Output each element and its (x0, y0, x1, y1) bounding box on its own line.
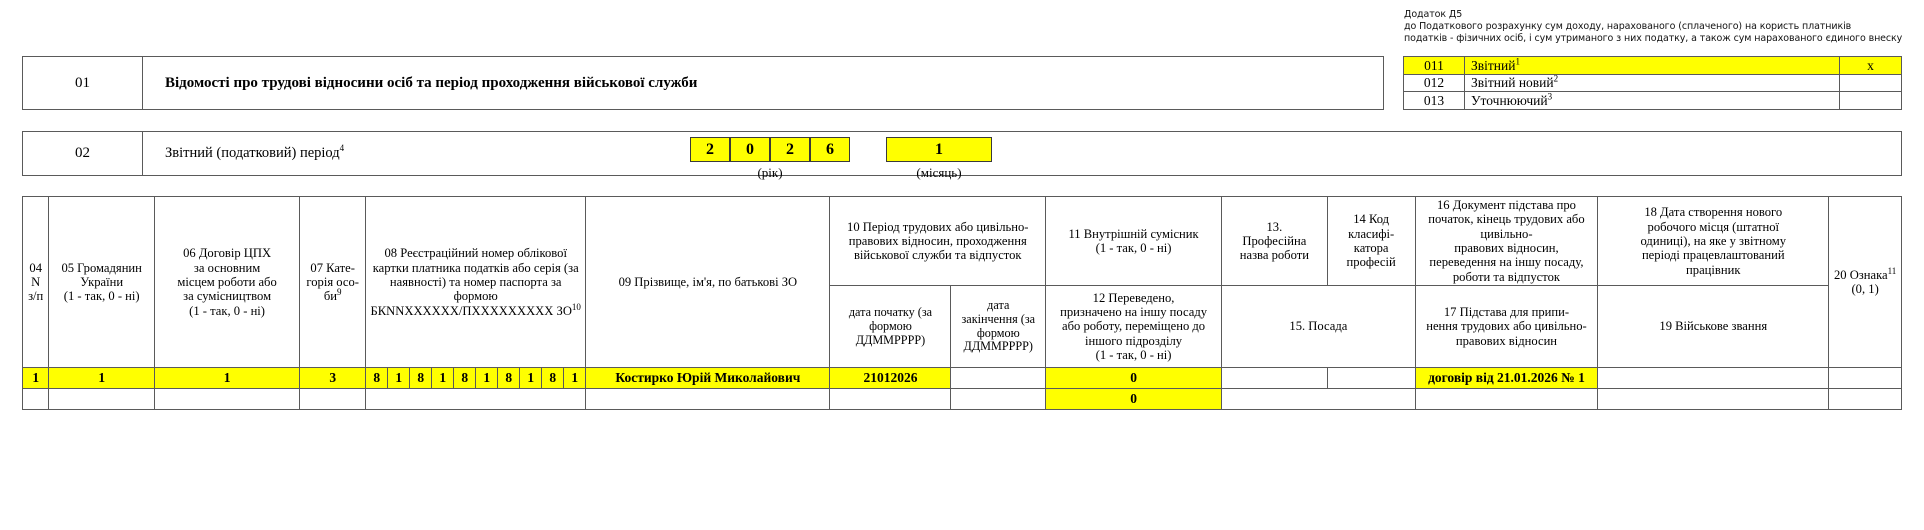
header-col-07 (300, 197, 366, 368)
cell-citizen-flag-2[interactable] (49, 389, 155, 410)
table-row (23, 57, 1384, 110)
cell-tax-id-digit-6[interactable]: 1 (476, 368, 498, 389)
year-digit-2[interactable]: 0 (730, 137, 770, 162)
header-col-05-line1: 05 Громадянин (61, 260, 142, 275)
cell-contract-flag-2[interactable] (154, 389, 299, 410)
header-col-16-line2: початок, кінець трудових або (1428, 212, 1585, 227)
header-col-11-line2: (1 - так, 0 - ні) (1095, 241, 1172, 256)
header-note-line-2: до Податкового розрахунку сум доходу, нарахованого (сплаченого) на користь платників (1404, 21, 1852, 33)
header-col-12 (1046, 286, 1222, 368)
header-col-14-line1: 14 Код (1353, 212, 1390, 227)
section-01-title-block (22, 56, 1384, 110)
report-type-row-012[interactable] (1404, 74, 1902, 92)
header-col-18-line4: періоді працевлаштований (1641, 248, 1785, 263)
header-col-20 (1829, 197, 1902, 368)
header-col-10-start-line2: формою (869, 318, 912, 333)
header-col-18-line2: робочого місця (штатної (1647, 219, 1780, 234)
section-02-label (143, 132, 1902, 176)
header-col-11 (1046, 197, 1222, 286)
header-col-13-line2: Професійна (1242, 233, 1307, 248)
header-col-13-line1: 13. (1266, 219, 1283, 234)
report-type-footnote-012: 2 (1553, 73, 1559, 84)
cell-document-basis[interactable]: договір від 21.01.2026 № 1 (1415, 368, 1598, 389)
header-col-18-line5: працівник (1686, 262, 1741, 277)
header-col-04-line2: з/п (28, 289, 44, 304)
header-col-11-line1: 11 Внутрішній сумісник (1068, 226, 1199, 241)
header-col-07-line3 (302, 289, 363, 303)
report-type-code-013: 013 (1404, 92, 1465, 110)
header-col-17 (1415, 286, 1598, 368)
report-type-code-011: 011 (1404, 57, 1465, 75)
header-col-14-line2: класифі- (1348, 226, 1395, 241)
cell-position[interactable] (1222, 389, 1416, 410)
cell-internal-combiner[interactable]: 0 (1046, 368, 1222, 389)
cell-citizen-flag[interactable]: 1 (49, 368, 155, 389)
header-col-06-line2: за основним (193, 260, 261, 275)
header-col-10-end-line2: закінчення (за (961, 311, 1036, 326)
cell-termination-basis[interactable] (1415, 389, 1598, 410)
cell-row-number-2[interactable] (23, 389, 49, 410)
header-col-19: 19 Військове звання (1598, 286, 1829, 368)
header-col-08 (366, 197, 586, 368)
section-01-code: 01 (23, 57, 143, 110)
year-caption: (рік) (757, 165, 783, 180)
header-col-16-line3: цивільно- (1480, 226, 1533, 241)
report-type-mark-013[interactable] (1840, 92, 1902, 110)
header-col-16-line6: роботи та відпусток (1452, 269, 1561, 284)
cell-tax-id-digit-9[interactable]: 8 (542, 368, 564, 389)
cell-tax-id-digit-4[interactable]: 1 (432, 368, 454, 389)
header-col-10-start-line1: дата початку (за (848, 304, 933, 319)
header-col-14-line4: професій (1346, 255, 1396, 270)
section-02-code: 02 (23, 132, 143, 176)
report-type-mark-012[interactable] (1840, 74, 1902, 92)
header-col-08-line2: картки платника податків або серія (за (372, 260, 579, 275)
cell-person-category-2[interactable] (300, 389, 366, 410)
header-col-20-text: 20 Ознака (1833, 267, 1888, 282)
header-col-18-line1: 18 Дата створення нового (1644, 205, 1783, 220)
header-note-line-3: податків - фізичних осіб, і сум утриманого з них податку, а також сум нарахованого єдиного внеску (1404, 33, 1903, 45)
report-type-selector[interactable] (1403, 56, 1902, 110)
year-digit-3[interactable]: 2 (770, 137, 810, 162)
section-02-label-text: Звітний (податковий) період (165, 145, 340, 162)
report-type-label-013 (1465, 92, 1840, 110)
report-type-label-011 (1465, 57, 1840, 75)
header-col-16-line4: правових відносин, (1454, 241, 1559, 256)
header-col-10-start (830, 286, 951, 368)
header-col-07-footnote: 9 (337, 287, 342, 298)
cell-new-workplace-date[interactable] (1598, 368, 1829, 389)
header-col-10-start-line3: ДДММРРРР) (855, 332, 926, 347)
header-note-line-1: Додаток Д5 (1404, 9, 1463, 20)
section-01-title: Відомості про трудові відносини осіб та період проходження військової служби (143, 57, 1384, 110)
cell-tax-id-digit-3[interactable]: 8 (410, 368, 432, 389)
header-col-10-end-line3: формою (976, 325, 1020, 340)
cell-tax-id-digit-2[interactable]: 1 (388, 368, 410, 389)
header-col-07-line1: 07 Кате- (310, 260, 355, 275)
cell-flag[interactable] (1829, 368, 1902, 389)
header-col-10-end-line4: ДДММРРРР) (963, 339, 1033, 354)
cell-person-category[interactable]: 3 (300, 368, 366, 389)
header-col-05-line3: (1 - так, 0 - ні) (63, 289, 140, 304)
report-type-code-012: 012 (1404, 74, 1465, 92)
cell-military-rank[interactable] (1598, 389, 1829, 410)
header-col-08-line4 (368, 301, 583, 318)
header-col-12-line2: призначено на іншу посаду (1060, 305, 1208, 320)
header-col-10-end (951, 286, 1046, 368)
header-col-16-line1: 16 Документ підстава про (1436, 198, 1576, 212)
header-col-10-line2: правових відносин, проходження (848, 233, 1027, 248)
header-col-12-line4: іншого підрозділу (1085, 333, 1183, 348)
report-type-row-013[interactable] (1404, 92, 1902, 110)
report-type-footnote-011: 1 (1515, 56, 1520, 67)
header-col-05-line2: України (80, 274, 124, 289)
report-type-text-011: Звітний (1471, 57, 1516, 73)
month-value[interactable]: 1 (886, 137, 992, 162)
header-col-08-line3: наявності) та номер паспорта за формою (389, 274, 562, 304)
header-col-06-line3: місцем роботи або (177, 274, 277, 289)
cell-date-end-2[interactable] (951, 389, 1046, 410)
header-col-10-line1: 10 Період трудових або цивільно- (847, 219, 1029, 234)
report-type-label-012 (1465, 74, 1840, 92)
header-col-14 (1327, 197, 1415, 286)
report-type-row-011[interactable] (1404, 57, 1902, 75)
year-digit-4[interactable]: 6 (810, 137, 850, 162)
header-col-06 (154, 197, 299, 368)
cell-date-end[interactable] (951, 368, 1046, 389)
cell-row-number[interactable]: 1 (23, 368, 49, 389)
cell-tax-id-digit-8[interactable]: 1 (520, 368, 542, 389)
header-col-09: 09 Прізвище, ім'я, по батькові ЗО (586, 197, 830, 368)
header-col-14-line3: катора (1353, 241, 1389, 256)
header-col-08-line1: 08 Реєстраційний номер облікової (384, 246, 567, 261)
header-col-18 (1598, 197, 1829, 286)
cell-contract-flag[interactable]: 1 (154, 368, 299, 389)
header-col-16 (1415, 197, 1598, 286)
table-row[interactable] (23, 368, 1902, 389)
cell-tax-id-2[interactable] (366, 389, 586, 410)
header-col-04 (23, 197, 49, 368)
cell-tax-id-digit-10[interactable]: 1 (564, 368, 586, 389)
header-col-17-line2: нення трудових або цивільно- (1426, 319, 1587, 334)
cell-tax-id-digit-1[interactable]: 8 (366, 368, 388, 389)
month-caption: (місяць) (916, 165, 962, 180)
header-col-20-footnote: 11 (1887, 265, 1897, 276)
header-col-05 (49, 197, 155, 368)
header-col-15: 15. Посада (1222, 286, 1416, 368)
header-col-08-line4-text: БКNNXXXXXX/ПXXXXXXXXX ЗО (370, 303, 572, 318)
header-col-07-line3-text: би (323, 289, 338, 304)
header-col-16-line5: переведення на іншу посаду, (1429, 255, 1584, 270)
header-col-06-line5: (1 - так, 0 - ні) (189, 303, 266, 318)
cell-tax-id-digit-5[interactable]: 8 (454, 368, 476, 389)
report-type-footnote-013: 3 (1547, 91, 1553, 102)
header-col-20-line2: (0, 1) (1851, 282, 1879, 297)
header-col-13 (1222, 197, 1328, 286)
cell-tax-id-digit-7[interactable]: 8 (498, 368, 520, 389)
cell-classifier-code[interactable] (1327, 368, 1415, 389)
cell-full-name[interactable]: Костирко Юрій Миколайович (586, 368, 830, 389)
document-header-note (1404, 9, 1916, 46)
cell-date-start[interactable]: 21012026 (830, 368, 951, 389)
header-col-10-end-line1: дата (987, 297, 1010, 312)
table-row[interactable] (23, 389, 1902, 410)
reporting-year-input[interactable] (690, 137, 850, 162)
header-col-06-line4: за сумісництвом (183, 289, 272, 304)
header-col-04-line1: 04 N (29, 260, 42, 289)
employment-records-table (22, 196, 1902, 410)
header-col-07-line2: горія осо- (306, 274, 359, 289)
header-col-12-line3: або роботу, переміщено до (1062, 319, 1206, 334)
header-col-17-line3: правових відносин (1455, 333, 1558, 348)
header-col-10-line3: військової служби та відпусток (853, 248, 1022, 263)
year-digit-1[interactable]: 2 (690, 137, 730, 162)
table-header-row-top (23, 197, 1902, 286)
cell-full-name-2[interactable] (586, 389, 830, 410)
report-type-text-013: Уточнюючий (1471, 92, 1548, 108)
report-type-text-012: Звітний новий (1471, 75, 1554, 91)
section-02-footnote: 4 (339, 143, 345, 154)
header-col-13-line3: назва роботи (1239, 248, 1309, 263)
header-col-12-line1: 12 Переведено, (1092, 290, 1175, 305)
report-type-mark-011[interactable]: x (1840, 57, 1902, 75)
header-col-18-line3: одиниці), на яке у звітному (1640, 233, 1787, 248)
header-col-17-line1: 17 Підстава для припи- (1443, 305, 1570, 320)
header-col-10 (830, 197, 1046, 286)
reporting-month-input[interactable] (886, 137, 992, 162)
cell-profession-name[interactable] (1222, 368, 1328, 389)
cell-date-start-2[interactable] (830, 389, 951, 410)
header-col-06-line1: 06 Договір ЦПХ (183, 246, 272, 261)
header-col-08-footnote: 10 (571, 301, 581, 312)
header-col-12-line5: (1 - так, 0 - ні) (1095, 348, 1172, 363)
header-col-20-line1 (1831, 265, 1899, 282)
cell-flag-2[interactable] (1829, 389, 1902, 410)
cell-transferred[interactable]: 0 (1046, 389, 1222, 410)
